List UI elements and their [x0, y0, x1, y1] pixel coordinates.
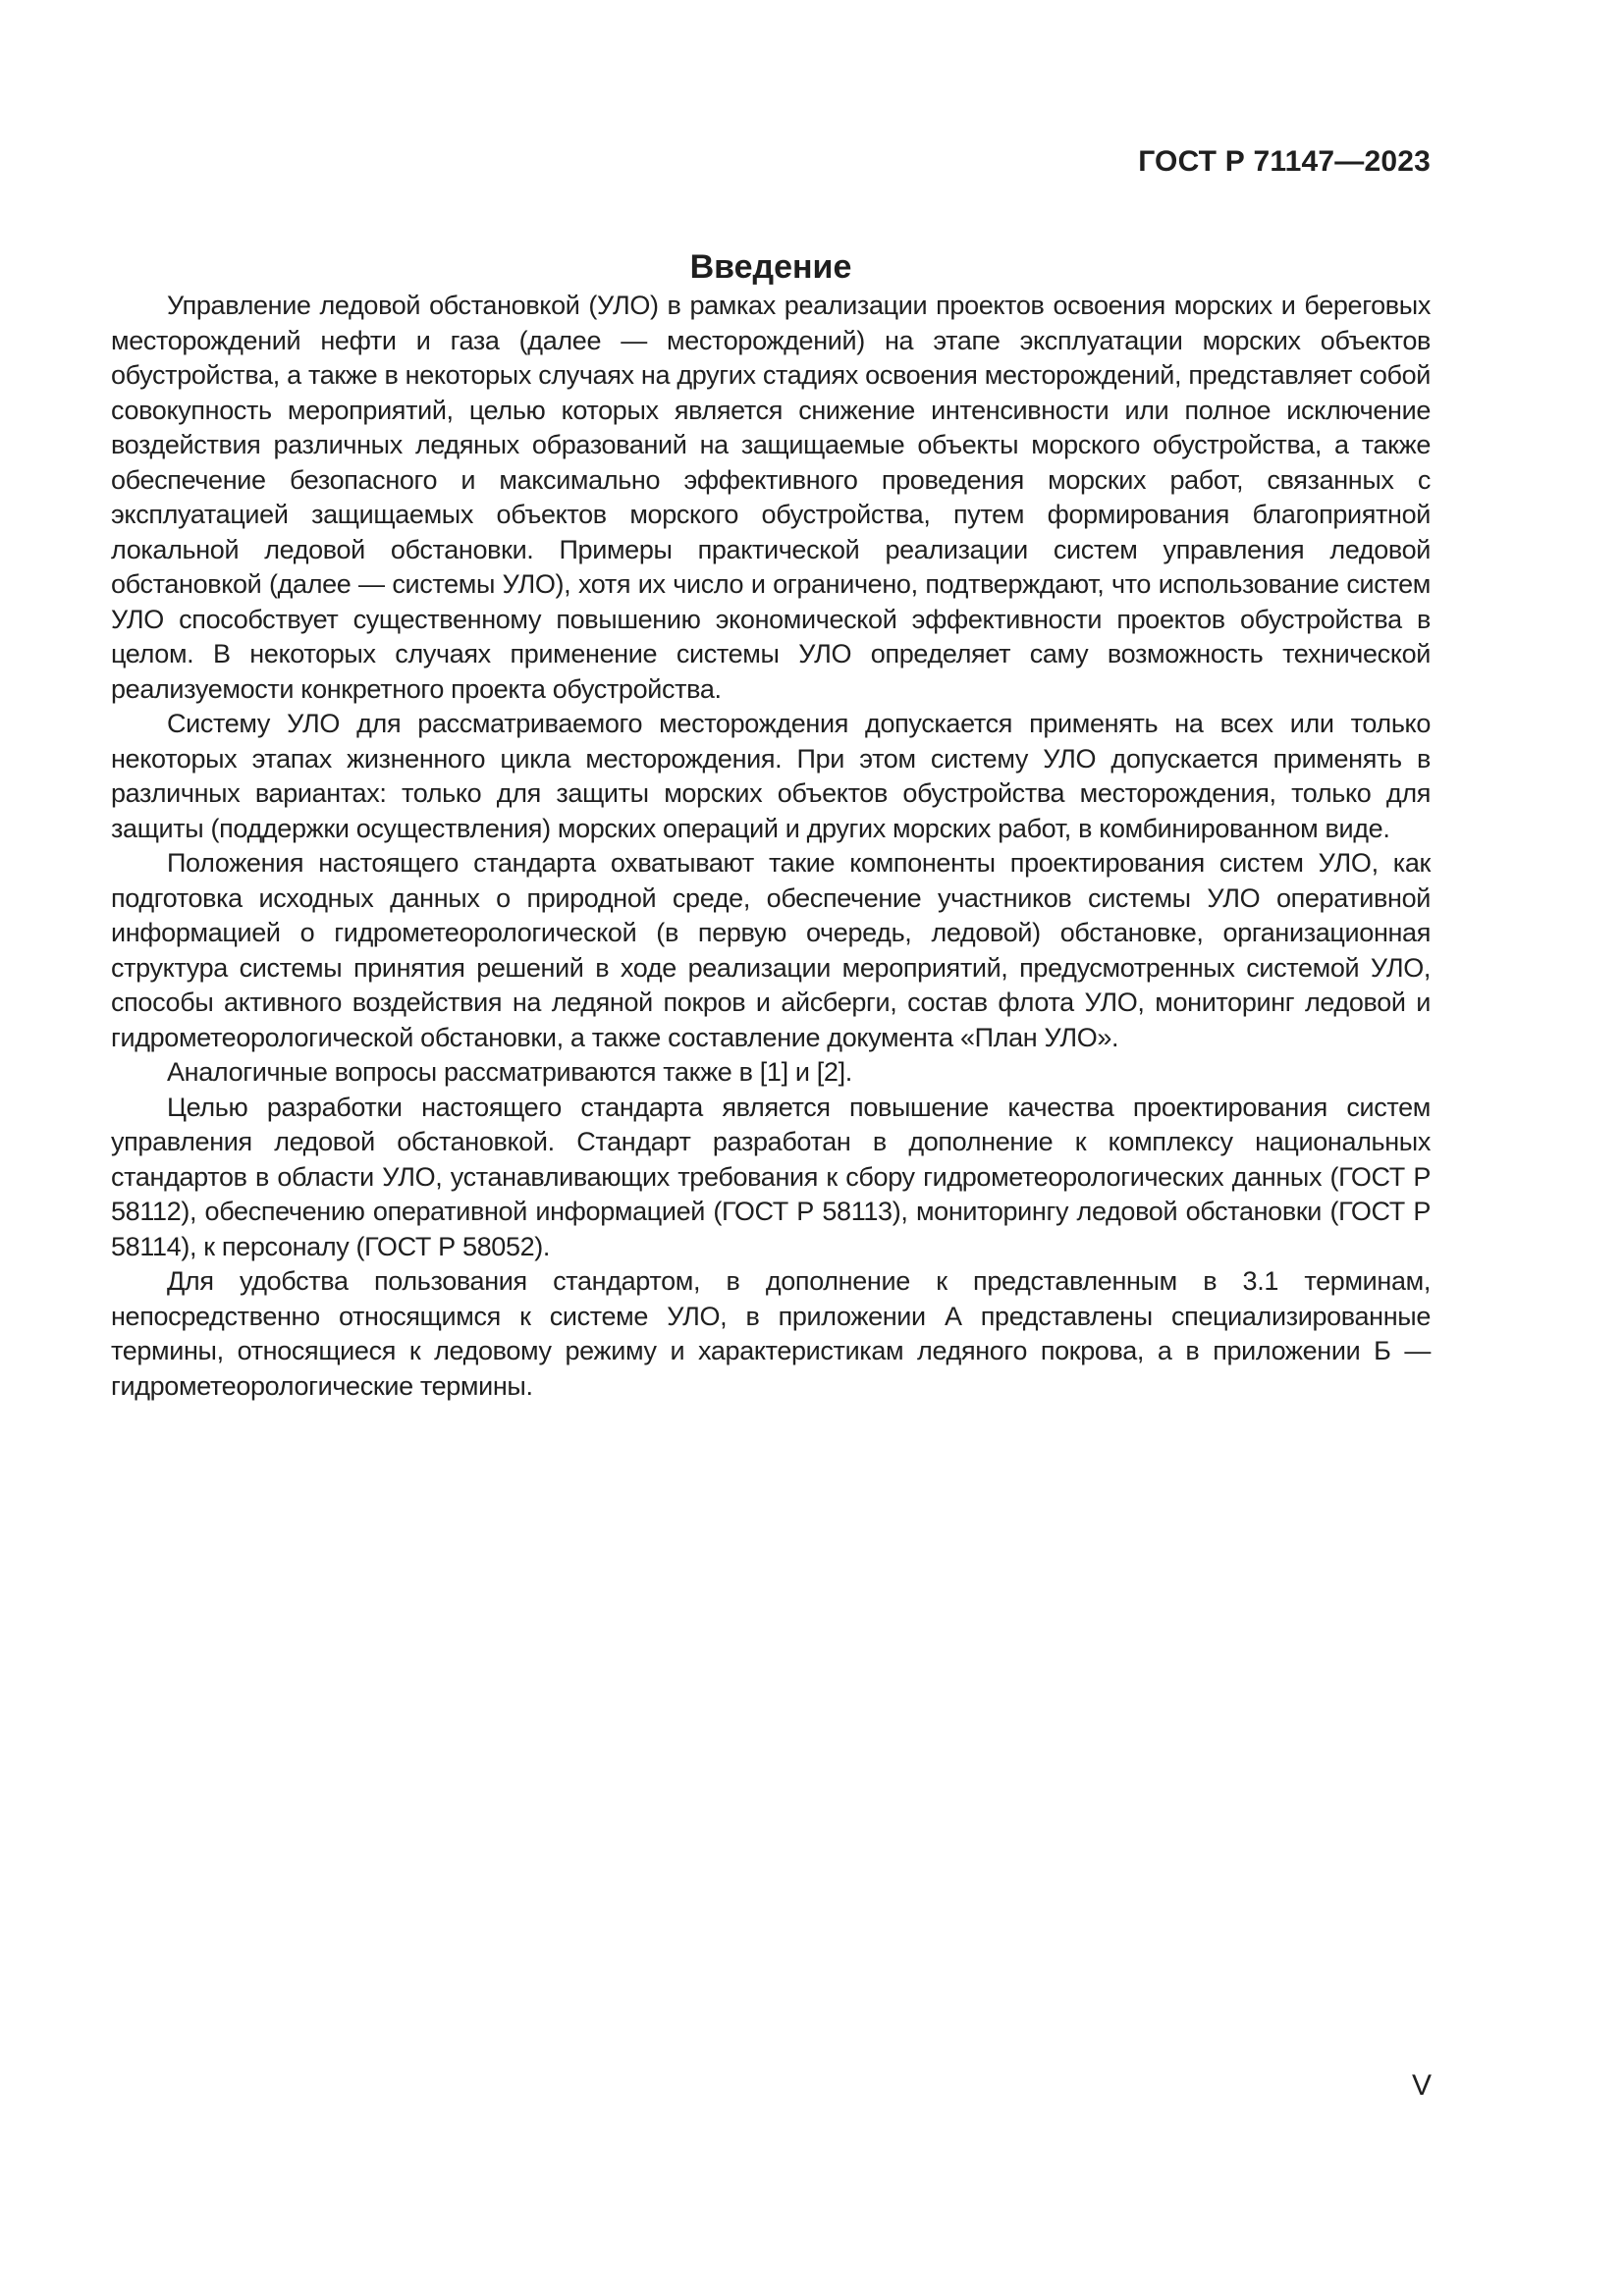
paragraph: Положения настоящего стандарта охватывают такие компоненты проектирования систем УЛО, как подготовка исходных данных о природной среде, обеспечение участников системы УЛО оперативной информацией о гидрометеорологической (в первую очередь, ледовой) обстановке, организационная структура системы принятия решений в ходе реализации мероприятий, предусмотренных системой УЛО, способы активного воздействия на ледяной покров и айсберги, состав флота УЛО, мониторинг ледовой и гидрометеорологической обстановки, а также составление документа «План УЛО». — [111, 848, 1431, 1052]
paragraph: Целью разработки настоящего стандарта является повышение качества проектирования систем управления ледовой обстановкой. Стандарт разработан в дополнение к комплексу национальных стандартов в области УЛО, устанавливающих требования к сбору гидрометеорологических данных (ГОСТ Р 58112), обеспечению оперативной информацией (ГОСТ Р 58113), мониторингу ледовой обстановки (ГОСТ Р 58114), к персоналу (ГОСТ Р 58052). — [111, 1092, 1431, 1261]
paragraph: Для удобства пользования стандартом, в дополнение к представленным в 3.1 терминам, непосредственно относящимся к системе УЛО, в приложении А представлены специализированные термины, относящиеся к ледовому режиму и характеристикам ледяного покрова, а в приложении Б — гидрометеорологические термины. — [111, 1266, 1431, 1401]
section-title: Введение — [689, 247, 852, 286]
paragraph: Систему УЛО для рассматриваемого месторождения допускается применять на всех или только некоторых этапах жизненного цикла месторождения. При этом систему УЛО допускается применять в различных вариантах: только для защиты морских объектов обустройства месторождения, только для защиты (поддержки осуществления) морских операций и других морских работ, в комбинированном виде. — [111, 709, 1431, 843]
paragraph: Аналогичные вопросы рассматриваются также в [1] и [2]. — [167, 1057, 852, 1087]
introduction-text — [111, 289, 1431, 1404]
standard-code-header: ГОСТ Р 71147—2023 — [1138, 145, 1431, 178]
page-number: V — [1411, 2069, 1432, 2102]
paragraph: Управление ледовой обстановкой (УЛО) в рамках реализации проектов освоения морских и береговых месторождений нефти и газа (далее — месторождений) на этапе эксплуатации морских объектов обустройства, а также в некоторых случаях на других стадиях освоения месторождений, представляет собой совокупность мероприятий, целью которых является снижение интенсивности или полное исключение воздействия различных ледяных образований на защищаемые объекты морского обустройства, а также обеспечение безопасного и максимально эффективного проведения морских работ, связанных с эксплуатацией защищаемых объектов морского обустройства, путем формирования благоприятной локальной ледовой обстановки. Примеры практической реализации систем управления ледовой обстановкой (далее — системы УЛО), хотя их число и ограничено, подтверждают, что использование систем УЛО способствует существенному повышению экономической эффективности проектов обустройства в целом. В некоторых случаях применение системы УЛО определяет саму возможность технической реализуемости конкретного проекта обустройства. — [111, 291, 1431, 704]
